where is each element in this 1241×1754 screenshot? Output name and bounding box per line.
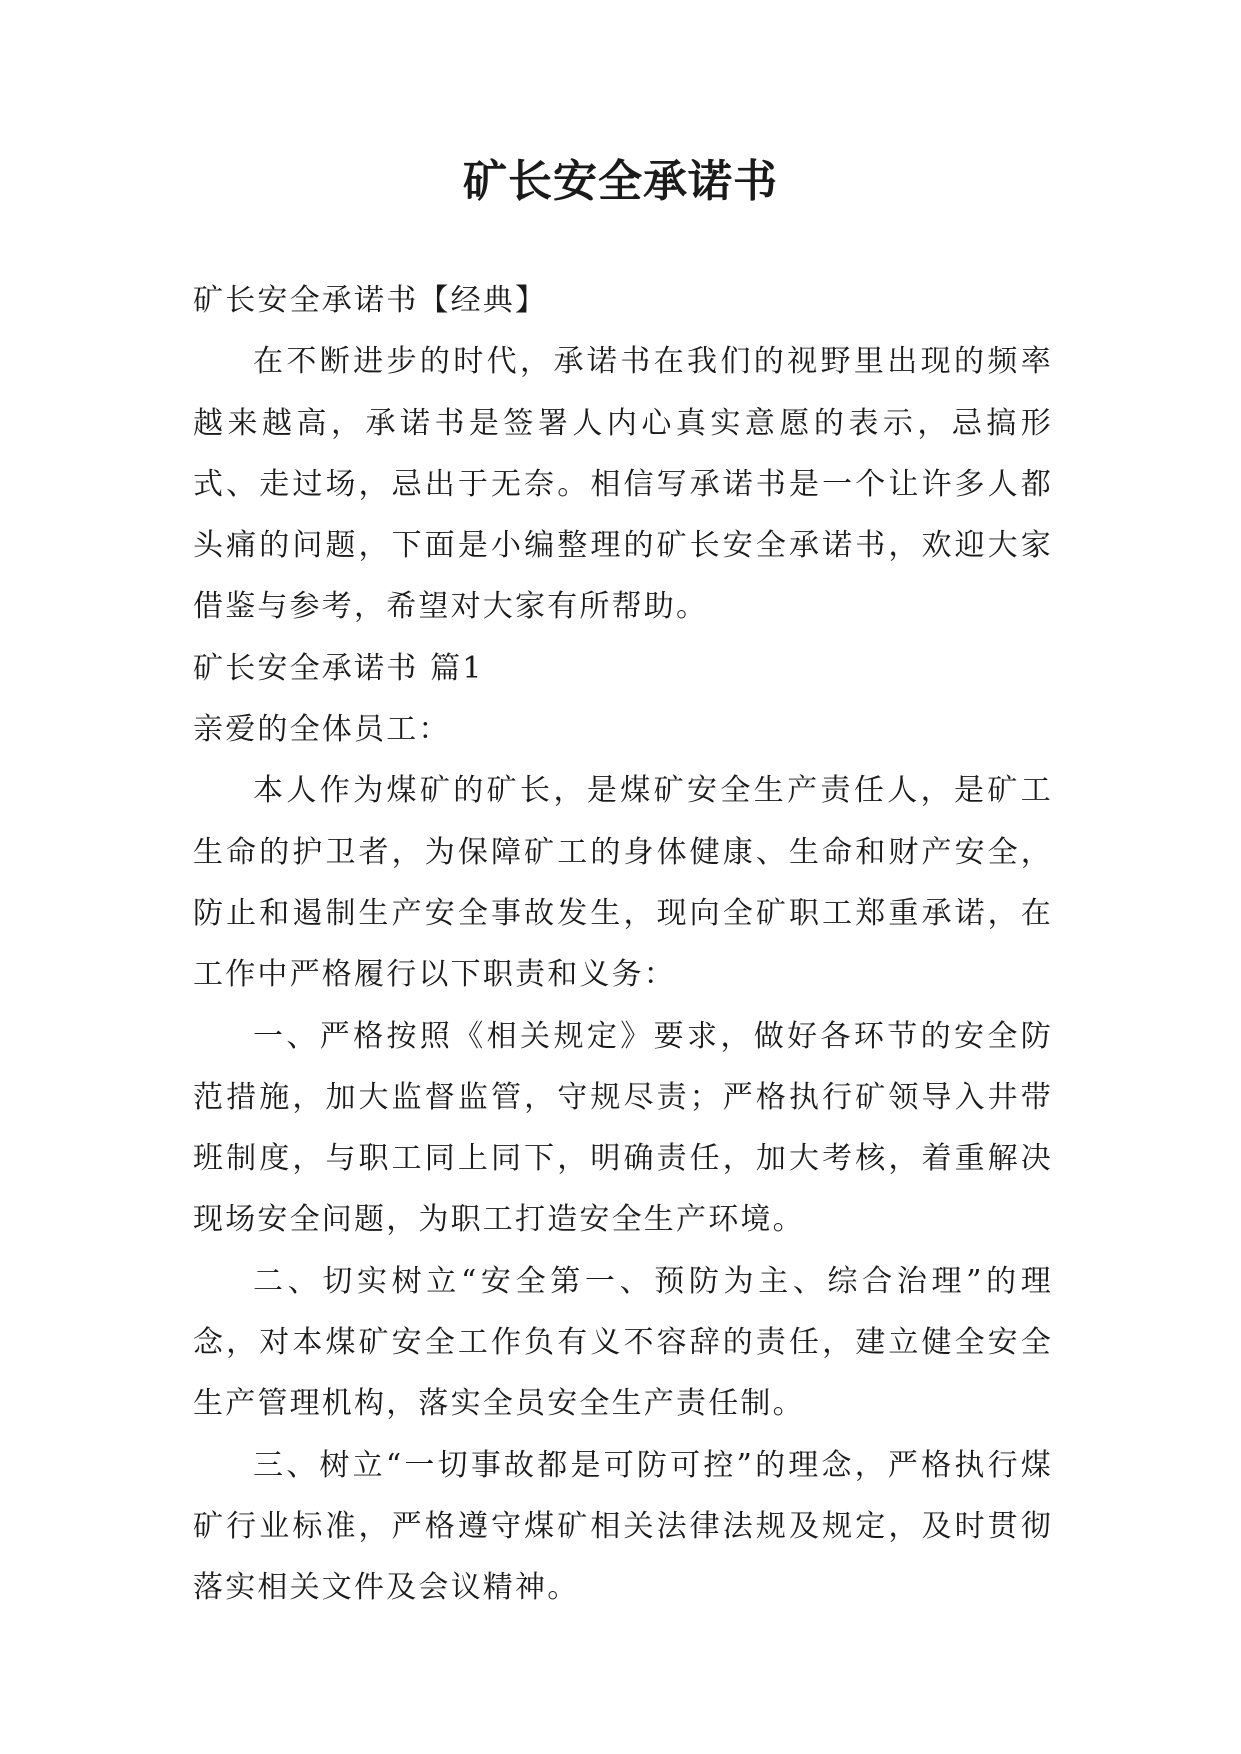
document-body (193, 270, 1053, 1619)
body-paragraph: 本人作为煤矿的矿长，是煤矿安全生产责任人，是矿工生命的护卫者，为保障矿工的身体健康、生命和财产安全，防止和遏制生产安全事故发生，现向全矿职工郑重承诺，在工作中严格履行以下职责和义务： (193, 773, 1053, 993)
intro-paragraph: 在不断进步的时代，承诺书在我们的视野里出现的频率越来越高，承诺书是签署人内心真实意愿的表示，忌搞形式、走过场，忌出于无奈。相信写承诺书是一个让许多人都头痛的问题，下面是小编整理的矿长安全承诺书，欢迎大家借鉴与参考，希望对大家有所帮助。 (193, 344, 1053, 625)
body-paragraph: 三、树立“一切事故都是可防可控”的理念，严格执行煤矿行业标准，严格遵守煤矿相关法律法规及规定，及时贯彻落实相关文件及会议精神。 (193, 1447, 1053, 1606)
salutation: 亲爱的全体员工： (193, 712, 451, 748)
section-heading: 矿长安全承诺书 篇1 (193, 650, 484, 686)
document-subtitle: 矿长安全承诺书【经典】 (193, 283, 548, 318)
body-paragraph: 二、切实树立“安全第一、预防为主、综合治理”的理念，对本煤矿安全工作负有义不容辞的责任，建立健全安全生产管理机构，落实全员安全生产责任制。 (193, 1263, 1053, 1422)
document-title: 矿长安全承诺书 (463, 156, 778, 207)
body-paragraph: 一、严格按照《相关规定》要求，做好各环节的安全防范措施，加大监督监管，守规尽责；严格执行矿领导入井带班制度，与职工同上同下，明确责任，加大考核，着重解决现场安全问题，为职工打造安全生产环境。 (193, 1018, 1053, 1238)
